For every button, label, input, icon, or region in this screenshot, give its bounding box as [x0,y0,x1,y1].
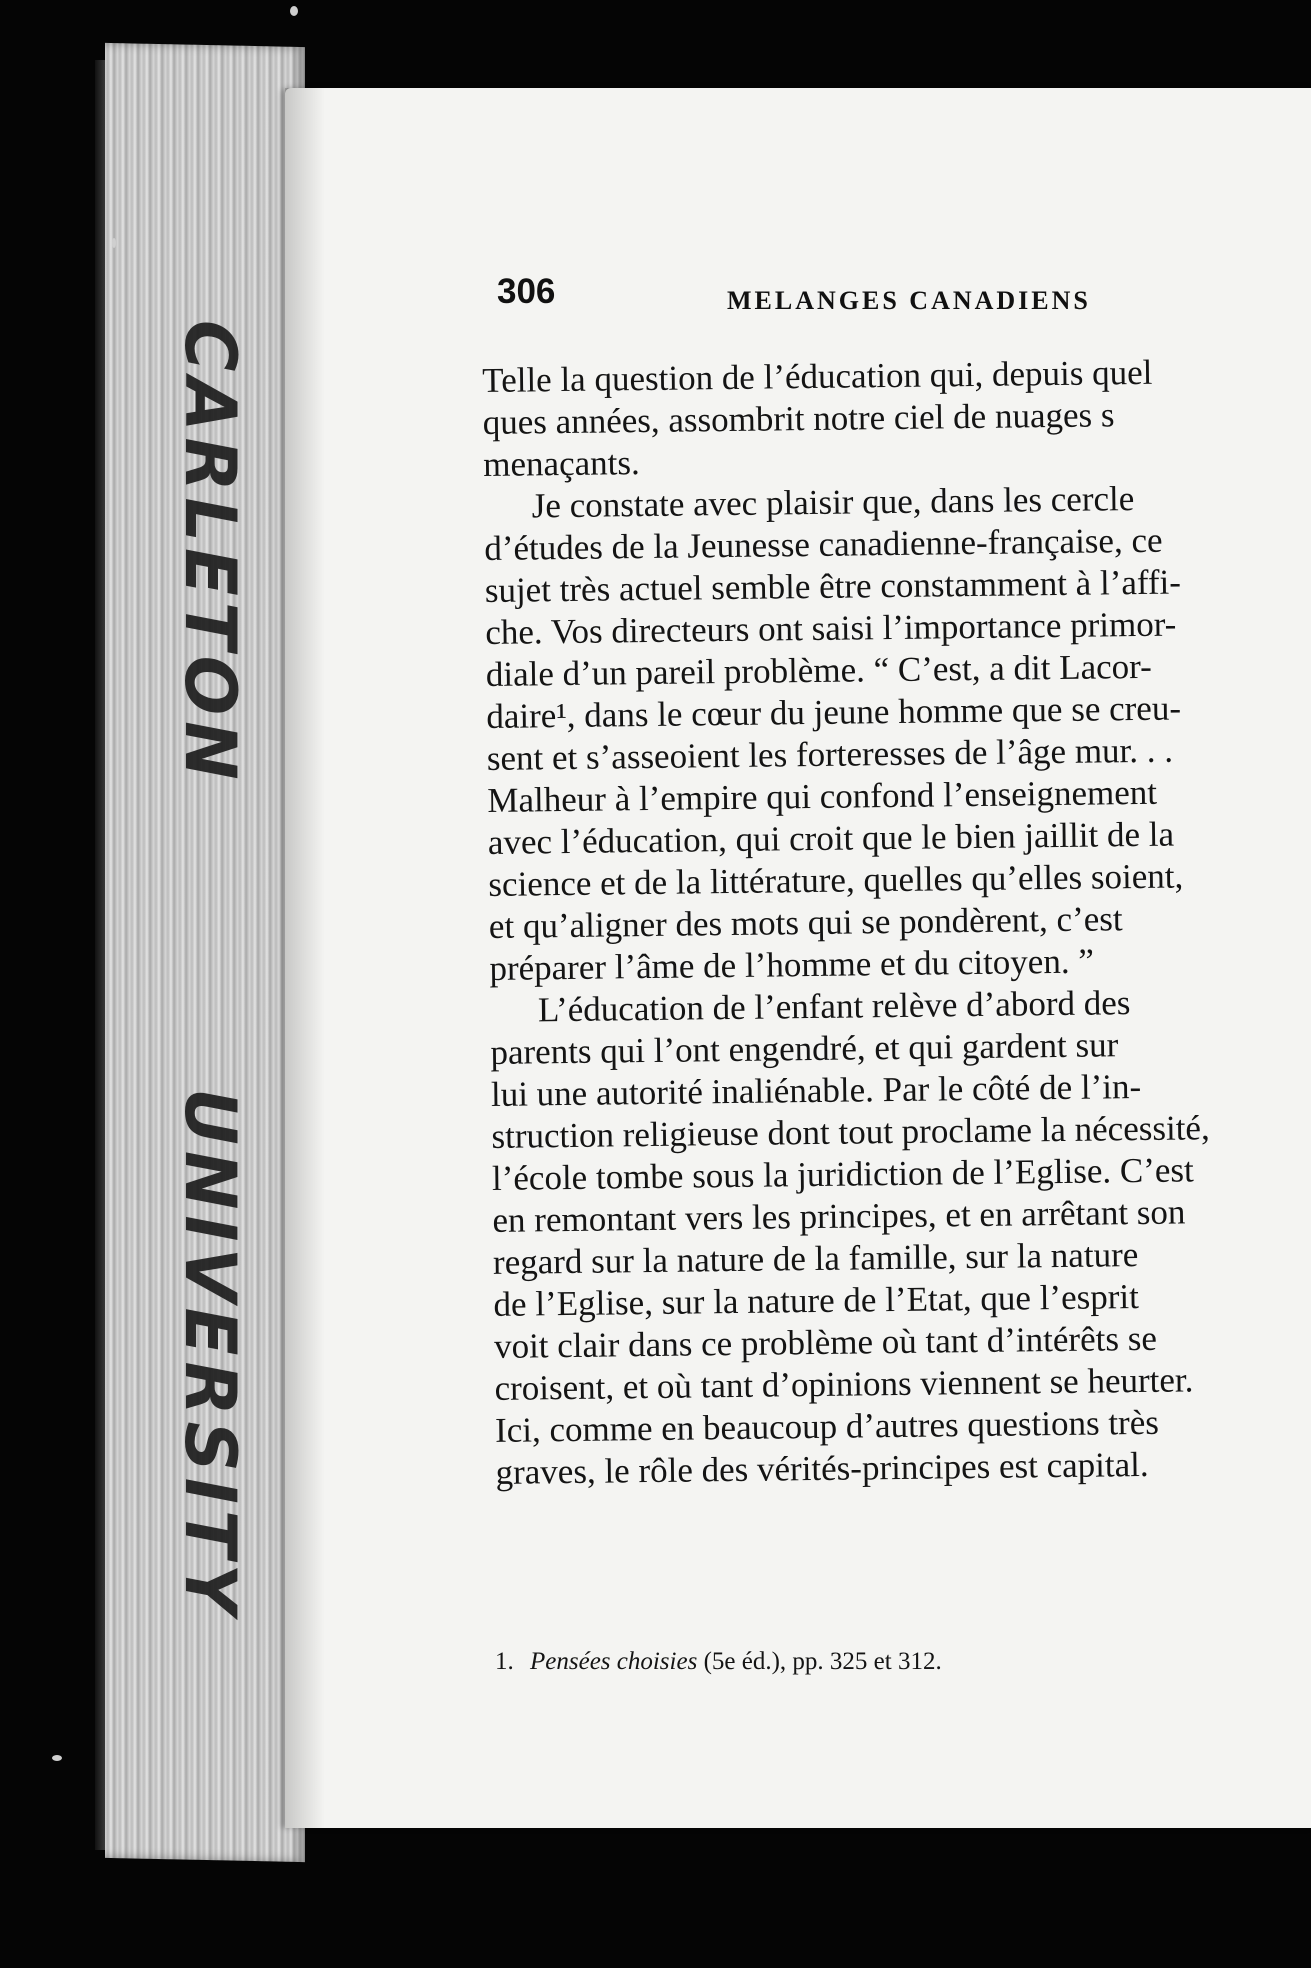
footnote-number: 1. [495,1648,514,1675]
scan-speck [290,6,298,16]
running-title: MELANGES CANADIENS [727,286,1091,315]
text-line: voit clair dans ce problème où tant d’intérêts se [493,1318,1158,1366]
text-line: graves, le rôle des vérités-principes est capital. [495,1444,1149,1492]
text-line: parents qui l’ont engendré, et qui gardent sur [490,1025,1119,1072]
text-line: Malheur à l’empire qui confond l’enseignement [487,772,1158,820]
text-line: science et de la littérature, quelles qu’elles soient, [488,856,1184,904]
text-line: et qu’aligner des mots qui se pondèrent, c’est [488,899,1123,946]
text-line: de l’Eglise, sur la nature de l’Etat, que l’esprit [493,1277,1140,1324]
text-line: Ici, comme en beaucoup d’autres questions très [494,1402,1160,1450]
text-line: sent et s’asseoient les forteresses de l’âge mur. . . [486,730,1174,778]
text-line: lui une autorité inaliénable. Par le côté de l’in- [490,1067,1142,1114]
running-head [497,272,1311,322]
text-line: daire¹, dans le cœur du jeune homme que se creu- [486,688,1182,736]
text-line: regard sur la nature de la famille, sur la nature [492,1235,1139,1282]
page-gutter-shadow [285,88,325,1828]
text-line: d’études de la Jeunesse canadienne-française, ce [484,520,1163,568]
text-line: sujet très actuel semble être constamment à l’affi- [484,562,1182,610]
scan-speck [112,238,116,248]
text-line: che. Vos directeurs ont saisi l’importance primor- [485,604,1177,652]
stamp-word-university: UNIVERSITY [169,1087,251,1620]
text-line: en remontant vers les principes, et en arrêtant son [492,1192,1186,1240]
footnote-title: Pensées choisies [530,1648,698,1675]
text-line: diale d’un pareil problème. “ C’est, a dit Lacor- [485,646,1153,694]
text-line: croisent, et où tant d’opinions viennent se heurter. [494,1360,1194,1408]
text-line: avec l’éducation, qui croit que le bien jaillit de la [487,814,1175,862]
text-line: Je constate avec plaisir que, dans les cercle [531,479,1135,526]
text-line: préparer l’âme de l’homme et du citoyen. ” [489,941,1095,988]
body-text [482,350,1311,1494]
text-line: Telle la question de l’éducation qui, depuis quel [482,352,1153,400]
text-line: ques années, assombrit notre ciel de nuages s [482,395,1115,442]
text-line: struction religieuse dont tout proclame la nécessité, [491,1108,1210,1156]
stamp-word-carleton: CARLETON [169,320,251,786]
library-stamp [150,320,270,1620]
page-number: 306 [497,272,556,311]
text-line: L’éducation de l’enfant relève d’abord des [537,983,1131,1030]
footnote [495,1648,1311,1676]
scan-speck [52,1755,62,1761]
footnote-reference: (5e éd.), pp. 325 et 312. [703,1648,942,1675]
text-line: menaçants. [483,443,640,484]
text-line: l’école tombe sous la juridiction de l’Eglise. C’est [491,1150,1194,1198]
